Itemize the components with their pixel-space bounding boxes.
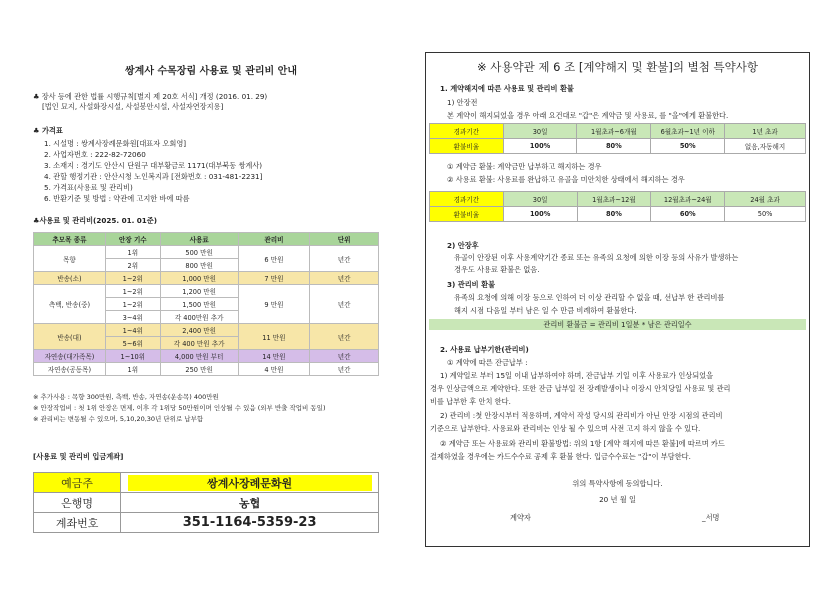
cell: 환불비율 [430, 207, 504, 222]
section-1-3-text: 유족의 요청에 의해 이장 등으로 인하여 더 이상 관리할 수 없을 때, 선납부 한 관리비를 [454, 293, 725, 302]
fee-table [33, 232, 379, 376]
cell: 11 만원 [238, 324, 310, 350]
clause-1: ① 계약금 환불: 계약금만 납부하고 해지하는 경우 [447, 162, 602, 171]
cell: 1~10위 [105, 350, 160, 363]
cell: 100% [503, 139, 577, 154]
section-1-1-text: 본 계약이 해지되었을 경우 아래 요건대로 "갑"은 계약금 및 사용료, 를 "을"에게 환불한다. [447, 111, 729, 120]
refund-table-2 [429, 191, 806, 222]
cell: 반송(소) [34, 272, 106, 285]
page-title: 쌍계사 수목장림 사용료 및 관리비 안내 [125, 66, 297, 77]
cell: 4 만원 [238, 363, 310, 376]
cell: 6월초과~1년 이하 [651, 124, 725, 139]
section-2-1: ① 계약에 따른 잔금납부 : [447, 358, 528, 367]
cell: 자연송(대가족목) [34, 350, 106, 363]
cell: 년간 [310, 324, 379, 350]
table-row [34, 363, 379, 376]
cell: 2,400 만원 [160, 324, 238, 337]
holder-label: 예금주 [34, 473, 121, 493]
notice-line: ♣ 장사 등에 관한 법률 시행규칙[별지 제 20호 서식] 개정 (2016. 01. 29) [33, 92, 268, 101]
section-1-2-text: 경우도 사용료 환불은 없음. [454, 265, 540, 274]
cell: 9 만원 [238, 285, 310, 324]
cell: 측백, 반송(중) [34, 285, 106, 324]
price-item: 4. 관할 행정기관 : 안산시청 노인복지과 [전화번호 : 031-481-2231] [44, 172, 263, 181]
para-2: 기준으로 납부한다. 사용료와 관리비는 인상 될 수 있으며 사전 고지 하지 않을 수 있다. [430, 424, 701, 433]
cell: 1월초과~12월 [577, 192, 651, 207]
cell: 30일 [503, 192, 577, 207]
section-1-1: 1) 안장전 [447, 98, 478, 107]
cell: 1~4위 [105, 324, 160, 337]
table-row [34, 272, 379, 285]
section-1: 1. 계약해지에 따른 사용료 및 관리비 환불 [440, 84, 574, 93]
table-row [34, 350, 379, 363]
para-3: ② 계약금 또는 사용료와 관리비 환불방법: 위의 1항 [계약 해지에 따른 환불]에 따르며 카드 [440, 439, 725, 448]
terms-panel [425, 52, 810, 547]
clause-2: ② 사용료 환불: 사용료를 완납하고 유골을 미안치한 상태에서 해지하는 경우 [447, 175, 685, 184]
para-1: 경우 인상금액으로 계약한다. 또한 잔금 납부일 전 장례발생이나 이장시 안치당일 사용료 및 관리 [430, 384, 731, 393]
para-2: 2) 관리비 :첫 안장시부터 적용하며, 계약서 작성 당시의 관리비가 아닌 안장 시점의 관리비 [440, 411, 723, 420]
cell: 1,000 만원 [160, 272, 238, 285]
price-item: 5. 가격표(사용료 및 관리비) [44, 183, 133, 192]
cell: 년간 [310, 285, 379, 324]
table-row [430, 124, 806, 139]
section-1-2-text: 유골이 안장된 이후 사용계약기간 종료 또는 유족의 요청에 의한 이장 등의 사유가 발생하는 [454, 253, 739, 262]
cell: 500 만원 [160, 246, 238, 259]
cell: 7 만원 [238, 272, 310, 285]
note: ※ 관리비는 변동될 수 있으며, 5,10,20,30년 단위로 납부함 [33, 415, 204, 423]
cell: 1~2위 [105, 285, 160, 298]
cell: 60% [651, 207, 725, 222]
cell: 각 400 만원 추가 [160, 337, 238, 350]
cell: 1년 초과 [725, 124, 806, 139]
refund-formula: 관리비 환불금 = 관리비 1일분 * 남은 관리일수 [429, 319, 806, 330]
section-2: 2. 사용료 납부기한(관리비) [440, 345, 529, 354]
cell: 80% [577, 139, 651, 154]
note: ※ 안장작업비 : 첫 1위 안장은 면제, 이후 각 1위당 50만원이며 인상될 수 있음 (외부 반출 작업비 동일) [33, 404, 326, 412]
table-row [430, 207, 806, 222]
cell: 4,000 만원 부터 [160, 350, 238, 363]
cell: 1월초과~6개월 [577, 124, 651, 139]
cell: 1,200 만원 [160, 285, 238, 298]
col-header: 단위 [310, 233, 379, 246]
col-header: 추모목 종류 [34, 233, 106, 246]
cell: 1위 [105, 246, 160, 259]
section-1-3-text: 해지 시점 다음일 부터 남은 일 수 만큼 비례하여 환불한다. [454, 306, 637, 315]
cell: 12월초과~24월 [651, 192, 725, 207]
bank-name: 농협 [121, 493, 379, 513]
price-item: 6. 반환기준 및 방법 : 약관에 고지한 바에 따름 [44, 194, 190, 203]
cell: 경과기간 [430, 192, 504, 207]
cell: 환불비율 [430, 139, 504, 154]
cell: 목향 [34, 246, 106, 272]
cell: 14 만원 [238, 350, 310, 363]
contractor-label: 계약자 [510, 513, 531, 522]
table-row [34, 285, 379, 298]
price-item: 3. 소재지 : 경기도 안산시 단원구 대부황금로 1171(대부북동 쌍계사) [44, 161, 263, 170]
cell: 6 만원 [238, 246, 310, 272]
cell: 1~2위 [105, 298, 160, 311]
table-row [34, 246, 379, 259]
account-number: 351-1164-5359-23 [121, 513, 379, 533]
signature-label: _서명 [702, 513, 720, 522]
terms-title: ※ 사용약관 제 6 조 [계약해지 및 환불]의 별첨 특약사항 [476, 60, 758, 74]
table-row [430, 139, 806, 154]
note: ※ 추가사용 : 목향 300만원, 측백, 반송, 자연송(운송목) 400만원 [33, 393, 219, 401]
cell: 5~6위 [105, 337, 160, 350]
cell: 250 만원 [160, 363, 238, 376]
fee-header: ♣사용료 및 관리비(2025. 01. 01준) [33, 216, 158, 225]
bank-table [33, 472, 379, 533]
notice-sub: [법인 묘지, 사설화장시설, 사설봉안시설, 사설자연장지용] [42, 102, 224, 111]
cell: 30일 [503, 124, 577, 139]
price-header: ♣ 가격표 [33, 126, 63, 135]
cell: 1,500 만원 [160, 298, 238, 311]
col-header: 안장 기수 [105, 233, 160, 246]
cell: 자연송(공동목) [34, 363, 106, 376]
para-1: 비를 납부한 후 안치 한다. [430, 397, 511, 406]
cell: 각 400만원 추가 [160, 311, 238, 324]
cell: 반송(대) [34, 324, 106, 350]
bank-label: 은행명 [34, 493, 121, 513]
price-item: 2. 사업자번호 : 222-82-72060 [44, 150, 146, 159]
table-row [34, 493, 379, 513]
price-item: 1. 시설명 : 쌍계사장례문화원[대표자 오회영] [44, 139, 187, 148]
date-line: 20 년 월 일 [599, 495, 636, 504]
table-header-row [34, 233, 379, 246]
table-row [34, 324, 379, 337]
cell: 없음,자동해지 [725, 139, 806, 154]
cell: 3~4위 [105, 311, 160, 324]
cell: 800 만원 [160, 259, 238, 272]
price-list [44, 138, 262, 204]
holder-name: 쌍계사장례문화원 [128, 475, 372, 491]
account-label: 계좌번호 [34, 513, 121, 533]
cell: 80% [577, 207, 651, 222]
cell: 50% [651, 139, 725, 154]
cell: 경과기간 [430, 124, 504, 139]
cell: 년간 [310, 363, 379, 376]
cell: 2위 [105, 259, 160, 272]
section-1-2: 2) 안장후 [447, 241, 479, 250]
para-1: 1) 계약일로 부터 15일 이내 납부하여야 하며, 잔금납부 기일 이후 사용료가 인상되었을 [440, 371, 714, 380]
col-header: 관리비 [238, 233, 310, 246]
cell: 년간 [310, 272, 379, 285]
cell: 50% [725, 207, 806, 222]
cell: 24월 초과 [725, 192, 806, 207]
cell: 1위 [105, 363, 160, 376]
holder-value [121, 473, 379, 493]
refund-table-1 [429, 123, 806, 154]
agree-text: 위의 특약사항에 동의합니다. [572, 479, 663, 488]
cell: 100% [503, 207, 577, 222]
table-row [34, 513, 379, 533]
notes [33, 392, 326, 425]
cell: 년간 [310, 350, 379, 363]
cell: 년간 [310, 246, 379, 272]
cell: 1~2위 [105, 272, 160, 285]
account-header: [사용료 및 관리비 입금계좌] [33, 452, 124, 461]
section-1-3: 3) 관리비 환불 [447, 280, 496, 289]
table-row [34, 473, 379, 493]
para-3: 결제하였을 경우에는 카드수수료 공제 후 환불 한다. 입금수수료는 "갑"이 부담한다. [430, 452, 691, 461]
col-header: 사용료 [160, 233, 238, 246]
table-row [430, 192, 806, 207]
